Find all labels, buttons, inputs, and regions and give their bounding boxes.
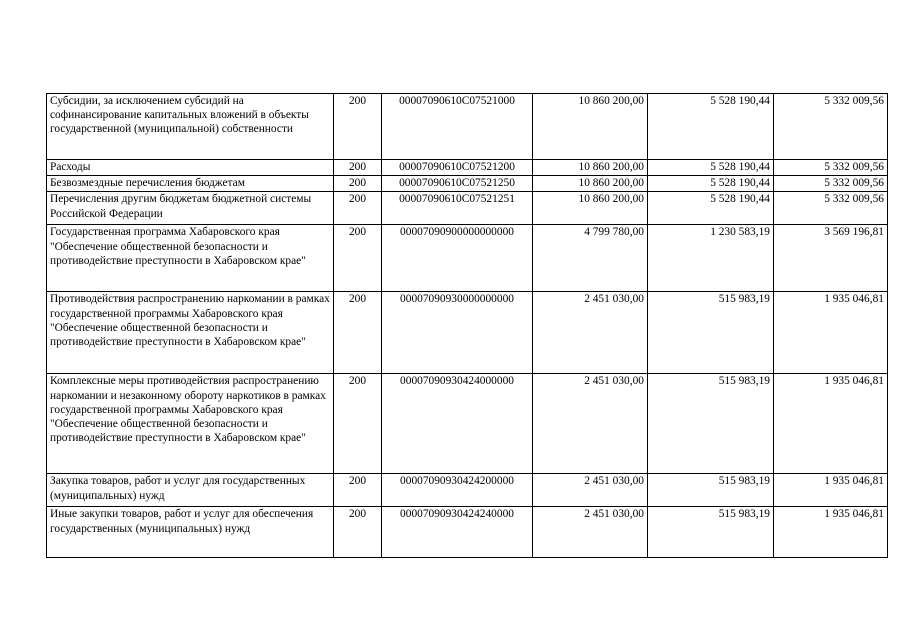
unexecuted-amount-cell: 1 935 046,81	[774, 474, 888, 507]
row-name-cell: Комплексные меры противодействия распространению наркомании и незаконному обороту наркотиков в рамках государственной программы Хабаровского края "Обеспечение общественной безопасности и противодействие преступности в Хабаровском крае"	[47, 374, 334, 474]
budget-code-cell: 00007090930424200000	[382, 474, 533, 507]
executed-amount-cell: 515 983,19	[648, 374, 774, 474]
executed-amount-cell: 515 983,19	[648, 474, 774, 507]
budget-code-cell: 00007090930424240000	[382, 507, 533, 558]
budget-code-cell: 00007090930000000000	[382, 292, 533, 374]
approved-amount-cell: 10 860 200,00	[533, 160, 648, 176]
row-name-cell: Закупка товаров, работ и услуг для государственных (муниципальных) нужд	[47, 474, 334, 507]
table-row	[47, 292, 888, 374]
approved-amount-cell: 10 860 200,00	[533, 176, 648, 192]
executed-amount-cell: 5 528 190,44	[648, 176, 774, 192]
budget-code-cell: 00007090900000000000	[382, 225, 533, 292]
row-name-cell: Перечисления другим бюджетам бюджетной системы Российской Федерации	[47, 192, 334, 225]
table-row	[47, 192, 888, 225]
budget-code-cell: 00007090610C07521251	[382, 192, 533, 225]
line-code-cell: 200	[334, 292, 382, 374]
budget-code-cell: 00007090610C07521200	[382, 160, 533, 176]
budget-code-cell: 00007090610C07521250	[382, 176, 533, 192]
budget-code-cell: 00007090930424000000	[382, 374, 533, 474]
budget-code-cell: 00007090610C07521000	[382, 94, 533, 160]
approved-amount-cell: 2 451 030,00	[533, 474, 648, 507]
row-name-cell: Расходы	[47, 160, 334, 176]
unexecuted-amount-cell: 1 935 046,81	[774, 292, 888, 374]
approved-amount-cell: 4 799 780,00	[533, 225, 648, 292]
line-code-cell: 200	[334, 507, 382, 558]
approved-amount-cell: 10 860 200,00	[533, 192, 648, 225]
executed-amount-cell: 5 528 190,44	[648, 192, 774, 225]
unexecuted-amount-cell: 5 332 009,56	[774, 94, 888, 160]
row-name-cell: Иные закупки товаров, работ и услуг для обеспечения государственных (муниципальных) нужд	[47, 507, 334, 558]
executed-amount-cell: 5 528 190,44	[648, 94, 774, 160]
table-row	[47, 176, 888, 192]
line-code-cell: 200	[334, 192, 382, 225]
line-code-cell: 200	[334, 94, 382, 160]
approved-amount-cell: 2 451 030,00	[533, 507, 648, 558]
executed-amount-cell: 515 983,19	[648, 507, 774, 558]
approved-amount-cell: 10 860 200,00	[533, 94, 648, 160]
row-name-cell: Противодействия распространению наркомании в рамках государственной программы Хабаровского края "Обеспечение общественной безопасности и противодействие преступности в Хабаровском крае"	[47, 292, 334, 374]
table-row	[47, 225, 888, 292]
executed-amount-cell: 515 983,19	[648, 292, 774, 374]
budget-execution-table	[46, 93, 888, 558]
line-code-cell: 200	[334, 225, 382, 292]
approved-amount-cell: 2 451 030,00	[533, 374, 648, 474]
unexecuted-amount-cell: 5 332 009,56	[774, 176, 888, 192]
row-name-cell: Субсидии, за исключением субсидий на софинансирование капитальных вложений в объекты государственной (муниципальной) собственности	[47, 94, 334, 160]
line-code-cell: 200	[334, 374, 382, 474]
row-name-cell: Безвозмездные перечисления бюджетам	[47, 176, 334, 192]
table-row	[47, 160, 888, 176]
row-name-cell: Государственная программа Хабаровского края "Обеспечение общественной безопасности и противодействие преступности в Хабаровском крае"	[47, 225, 334, 292]
unexecuted-amount-cell: 1 935 046,81	[774, 374, 888, 474]
unexecuted-amount-cell: 5 332 009,56	[774, 192, 888, 225]
executed-amount-cell: 1 230 583,19	[648, 225, 774, 292]
unexecuted-amount-cell: 3 569 196,81	[774, 225, 888, 292]
line-code-cell: 200	[334, 474, 382, 507]
table-row	[47, 374, 888, 474]
table-row	[47, 507, 888, 558]
line-code-cell: 200	[334, 176, 382, 192]
unexecuted-amount-cell: 1 935 046,81	[774, 507, 888, 558]
line-code-cell: 200	[334, 160, 382, 176]
table-row	[47, 474, 888, 507]
unexecuted-amount-cell: 5 332 009,56	[774, 160, 888, 176]
table-row	[47, 94, 888, 160]
executed-amount-cell: 5 528 190,44	[648, 160, 774, 176]
approved-amount-cell: 2 451 030,00	[533, 292, 648, 374]
